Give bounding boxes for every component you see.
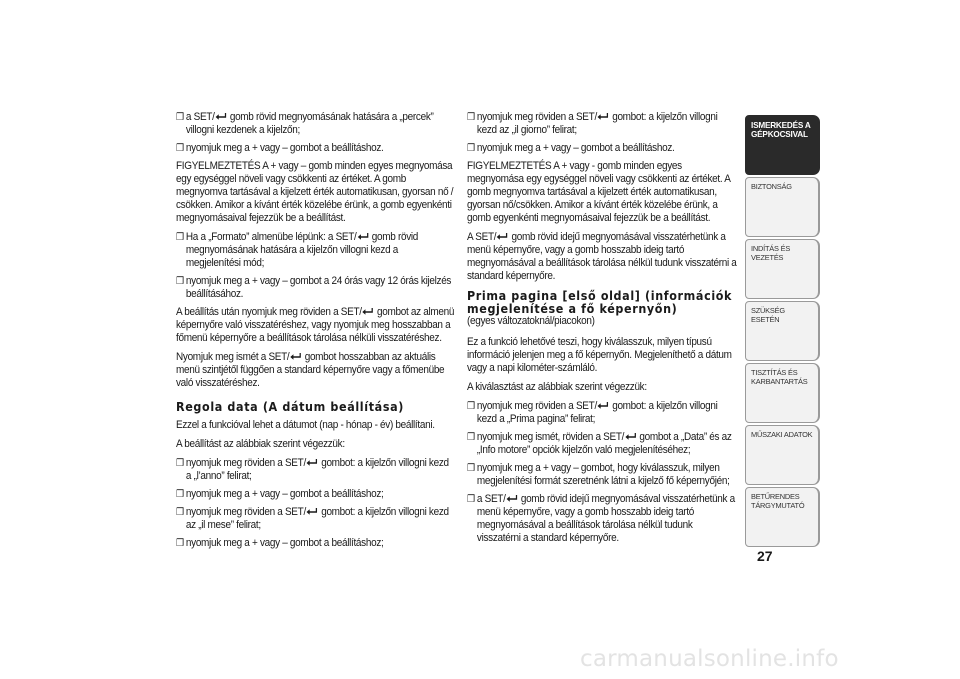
page-number: 27 [757, 548, 773, 564]
text-segment: gombot a „Data” és az „Info motore” opciók kijelzőn való megjelenítéséhez; [476, 431, 732, 456]
paragraph [176, 438, 455, 451]
chapter-tab-label: SZÜKSÉG ESETÉN [751, 306, 785, 324]
return-arrow-icon [362, 307, 375, 316]
list-item-text [186, 275, 455, 301]
text-segment: gombot: a kijelzőn villogni kezd a „Prima pagina” felirat; [476, 400, 718, 425]
text-segment: Ez a funkció lehetővé teszi, hogy kiválasszuk, milyen típusú információ jelenjen meg a fő képernyőn. Megjeleníthető a dátum vagy a napi kilométer-számláló. [467, 336, 732, 374]
text-segment: gomb rövid megnyomásának hatására a kijelzőn villogni kezd a megjelenítési mód; [185, 231, 419, 269]
list-item [467, 462, 737, 488]
list-item [176, 231, 455, 270]
list-item [176, 457, 455, 483]
section-subtitle [467, 315, 737, 328]
list-item-text [186, 142, 455, 155]
chapter-tab-label: GÉPKOCSIVAL [751, 130, 808, 139]
paragraph [176, 419, 455, 432]
checkbox-bullet-icon: ❒ [467, 401, 475, 412]
text-segment: A beállítást az alábbiak szerint végezzük: [176, 438, 345, 450]
text-segment: nyomjuk meg a + vagy – gombot a 24 órás vagy 12 órás kijelzés beállításához. [185, 275, 452, 300]
list-item [176, 488, 455, 501]
chapter-tab[interactable] [745, 177, 820, 237]
chapter-tab-sidebar [745, 115, 820, 549]
text-segment: gombot: a kijelzőn villogni kezd az „il giorno” felirat; [476, 111, 718, 136]
list-item [467, 111, 737, 137]
text-segment: Ezzel a funkcióval lehet a dátumot (nap - hónap - év) beállítani. [176, 419, 435, 431]
list-item [467, 400, 737, 426]
return-arrow-icon [215, 112, 228, 121]
chapter-tab[interactable] [745, 301, 820, 361]
text-segment: gombot hosszabban az aktuális menü szintjétől függően a standard képernyőre vagy a főmenübe való visszatéréshez. [176, 351, 445, 389]
chapter-tab-label: TISZTÍTÁS ÉS [751, 368, 798, 377]
text-segment: nyomjuk meg a + vagy – gombot a beállításhoz. [476, 142, 675, 154]
checkbox-bullet-icon: ❒ [467, 494, 475, 505]
text-segment: Regola data (A dátum beállítása) [176, 399, 404, 414]
text-segment: nyomjuk meg ismét, röviden a SET/ [476, 431, 625, 443]
checkbox-bullet-icon: ❒ [176, 143, 184, 154]
list-item [467, 493, 737, 545]
text-segment: Prima pagina [első oldal] (információk megjelenítése a fő képernyőn) [467, 288, 733, 316]
text-segment: gombot: a kijelzőn villogni kezd a „l’anno” felirat; [185, 457, 449, 482]
chapter-tab-label: MŰSZAKI ADATOK [751, 430, 813, 439]
return-arrow-icon [597, 401, 610, 410]
text-segment: nyomjuk meg a + vagy – gombot a beállításhoz; [185, 537, 384, 549]
list-item-text [477, 493, 737, 545]
paragraph [176, 306, 455, 345]
list-item [176, 111, 455, 137]
checkbox-bullet-icon: ❒ [176, 458, 184, 469]
chapter-tab-label: KARBANTARTÁS [751, 376, 808, 386]
list-item-text [186, 111, 455, 137]
text-segment: a SET/ [185, 111, 215, 123]
section-heading [467, 289, 737, 315]
paragraph [467, 336, 737, 375]
checkbox-bullet-icon: ❒ [176, 112, 184, 123]
chapter-tab-label: ISMERKEDÉS A [751, 121, 811, 130]
chapter-tab[interactable] [745, 239, 820, 299]
text-segment: gomb rövid idejű megnyomásával visszatérhetünk a menü képernyőre, vagy a gomb hosszabb ideig tartó megnyomásával a beállítások tárolása nélkül tudunk visszatérni a standard képernyőre. [476, 493, 735, 544]
text-segment: gombot: a kijelzőn villogni kezd az „il mese” felirat; [185, 506, 449, 531]
list-item-text [477, 400, 737, 426]
text-segment: a SET/ [476, 493, 506, 505]
chapter-tab-label: INDÍTÁS ÉS VEZETÉS [751, 244, 791, 262]
list-item-text [477, 462, 737, 488]
return-arrow-icon [597, 112, 610, 121]
text-segment: A beállítás után nyomjuk meg röviden a SET/ [176, 306, 362, 318]
list-item-text [477, 431, 737, 457]
list-item-text [477, 142, 737, 155]
list-item [467, 431, 737, 457]
left-column [176, 111, 455, 555]
chapter-tab-label: BIZTONSÁG [751, 182, 792, 191]
text-segment: nyomjuk meg röviden a SET/ [476, 111, 597, 123]
list-item-text [186, 506, 455, 532]
text-segment: gombot az almenü képernyőre való visszatéréshez, vagy nyomjuk meg hosszabban a főmenü képernyőre a beállítások tárolása nélküli visszatéréshez. [176, 306, 455, 344]
text-segment: FIGYELMEZTETÉS A + vagy - gomb minden egyes megnyomása egy egységgel növeli vagy csökkenti az értéket. A gomb megnyomva tartásával a kijelzett érték automatikusan, gyorsan nő/csökken. Amikor a kívánt érték közelébe érünk, a gomb egyenkénti megnyomásaival fejezzük be a beállítást. [467, 160, 731, 224]
text-segment: Ha a „Formato” almenübe lépünk: a SET/ [185, 231, 357, 243]
text-segment: nyomjuk meg röviden a SET/ [185, 457, 306, 469]
return-arrow-icon [289, 352, 302, 361]
chapter-tab[interactable] [745, 425, 820, 485]
checkbox-bullet-icon: ❒ [467, 143, 475, 154]
text-segment: (egyes változatoknál/piacokon) [467, 315, 595, 327]
list-item-text [186, 231, 455, 270]
list-item-text [186, 537, 455, 550]
text-segment: A kiválasztást az alábbiak szerint végezzük: [467, 381, 647, 393]
paragraph [176, 351, 455, 390]
chapter-tab-label: TÁRGYMUTATÓ [751, 500, 805, 510]
text-segment: gomb rövid megnyomásának hatására a „percek” villogni kezdenek a kijelzőn; [185, 111, 434, 136]
paragraph [176, 160, 455, 225]
text-segment: FIGYELMEZTETÉS A + vagy – gomb minden egyes megnyomása egy egységgel növeli vagy csökkenti az értéket. A gomb megnyomva tartásával a kijelzett érték automatikusan, gyorsan nő / csökken. Amikor a kívánt érték közelébe érünk, a gomb egyenkénti megnyomásaival fejezzük be a beállítást. [176, 160, 454, 224]
list-item [467, 142, 737, 155]
checkbox-bullet-icon: ❒ [176, 507, 184, 518]
checkbox-bullet-icon: ❒ [176, 232, 184, 243]
list-item [176, 275, 455, 301]
checkbox-bullet-icon: ❒ [176, 276, 184, 287]
return-arrow-icon [306, 458, 319, 467]
checkbox-bullet-icon: ❒ [176, 538, 184, 549]
paragraph [467, 231, 737, 283]
text-segment: nyomjuk meg a + vagy – gombot a beállításhoz; [185, 488, 384, 500]
text-segment: gomb rövid idejű megnyomásával visszatérhetünk a menü képernyőre, vagy a gomb hosszabb ideig tartó megnyomásával a beállítások tárolása nélkül tudunk visszatérni a standard képernyőre. [467, 231, 737, 282]
text-segment: Nyomjuk meg ismét a SET/ [176, 351, 290, 363]
return-arrow-icon [496, 232, 509, 241]
text-segment: nyomjuk meg röviden a SET/ [185, 506, 306, 518]
chapter-tab-label: BETŰRENDES [751, 492, 800, 501]
return-arrow-icon [506, 494, 519, 503]
list-item-text [477, 111, 737, 137]
list-item-text [186, 457, 455, 483]
watermark: carmanualsonline.info [580, 646, 839, 672]
right-column [467, 111, 737, 550]
checkbox-bullet-icon: ❒ [467, 463, 475, 474]
paragraph [467, 160, 737, 225]
checkbox-bullet-icon: ❒ [467, 112, 475, 123]
list-item [176, 506, 455, 532]
chapter-tab[interactable] [745, 363, 820, 423]
text-segment: nyomjuk meg a + vagy – gombot a beállításhoz. [185, 142, 384, 154]
text-segment: nyomjuk meg a + vagy – gombot, hogy kiválasszuk, milyen megjelenítési formát szeretnénk látni a kijelző fő képernyőjén; [476, 462, 730, 487]
chapter-tab[interactable] [745, 487, 820, 547]
checkbox-bullet-icon: ❒ [176, 489, 184, 500]
return-arrow-icon [306, 507, 319, 516]
text-segment: nyomjuk meg röviden a SET/ [476, 400, 597, 412]
list-item [176, 537, 455, 550]
return-arrow-icon [624, 432, 637, 441]
section-heading [176, 400, 455, 413]
paragraph [467, 381, 737, 394]
text-segment: A SET/ [467, 231, 497, 243]
list-item-text [186, 488, 455, 501]
chapter-tab[interactable] [745, 115, 820, 175]
checkbox-bullet-icon: ❒ [467, 432, 475, 443]
list-item [176, 142, 455, 155]
return-arrow-icon [357, 232, 370, 241]
